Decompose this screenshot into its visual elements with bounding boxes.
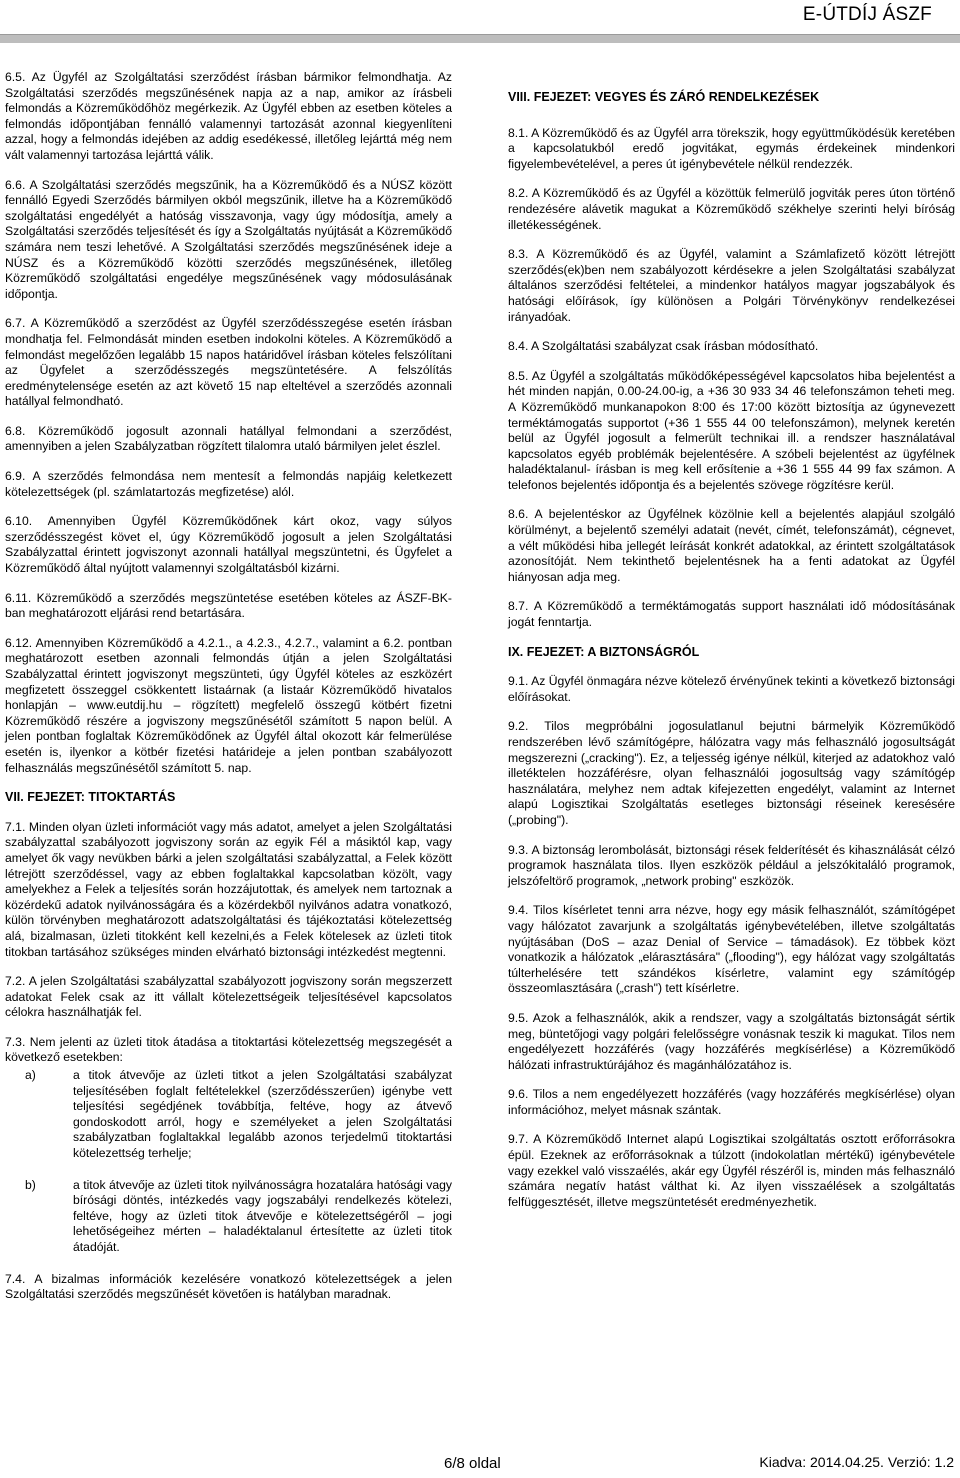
paragraph-6-5: 6.5. Az Ügyfél az Szolgáltatási szerződést írásban bármikor felmondhatja. Az Szolgáltatási szerződés megszűnésének napja az a nap, amikor az írásbeli felmondás a Közreműködőhöz megérkezik. Az Ügyfél ebben az esetben köteles a felmondás időpontjában fennálló valamennyi tartozását azonnal kiegyenlíteni azzal, hogy a felmondás idejében az addig esedékessé, illetőleg lejárttá még nem vált valamennyi tartozása lejárttá válik.: [5, 70, 452, 162]
paragraph-7-4: 7.4. A bizalmas információk kezelésére vonatkozó kötelezettségek a jelen Szolgáltatási szerződés megszűnését követően is hatályban maradnak.: [5, 1271, 452, 1302]
list-marker: b): [25, 1177, 36, 1192]
paragraph-7-1: 7.1. Minden olyan üzleti információt vagy más adatot, amelyet a jelen Szolgáltatási szabályzattal szabályozott jogviszony során az egyik Fél a másiktól kap, vagy amelyet ők vagy nevükben bárki a jelen szolgáltatási szabályzattal, a Felek között létrejött szerződéssel, vagy az ebben foglaltakkal kapcsolatban közölt, vagy amelyekhez a Felek a teljesítés során hozzájutottak, és amelyek nem tartoznak a közérdekű adatok nyilvánosságára és a közérdekből nyilvános adatra vonatkozó, külön törvényben meghatározott adatszolgáltatási és tájékoztatási kötelezettség alá, bizalmasan, üzleti titokként kell kezelni,és a Felek kötelesek az üzleti titok titokban tartásához szükséges minden elvárható biztonsági intézkedést megtenni.: [5, 819, 452, 959]
paragraph-9-4: 9.4. Tilos kísérletet tenni arra nézve, hogy egy másik felhasználót, számítógépet vagy hálózatot zavarjunk a szolgáltatás igénybevételében, illetve szolgáltatás nyújtásában (DoS – azaz Denial of Service – támadások). Ez többek közt vonatkozik a hálózatok „elárasztására" („flooding"), egy hálózat vagy szolgáltatás túlterhelésére tett szándékos kísérletre, valamint egy számítógép összeomlasztására („crash") tett kísérletre.: [508, 903, 955, 996]
paragraph-8-2: 8.2. A Közreműködő és az Ügyfél a közöttük felmerülő jogviták peres úton történő rendezésére alávetik magukat a Közreműködő székhelye szerinti helyi bíróság illetékességének.: [508, 186, 955, 232]
paragraph-9-7: 9.7. A Közreműködő Internet alapú Logisztikai szolgáltatás osztott erőforrásokra épül. Ezeknek az erőforrásoknak a túlzott (indokolatlan mértékű) igénybevétele vagy ezekkel való visszaélés, akár egy Ügyfél részéről is, minden más felhasználó számára negatív hatást válthat ki. Az ilyen visszaélések a szolgáltatás felfüggesztését, illetve megszüntetését eredményezhetik.: [508, 1132, 955, 1209]
paragraph-8-5: 8.5. Az Ügyfél a szolgáltatás működőképességével kapcsolatos hiba bejelentést a hét minden napján, 0.00-24.00-ig, a +36 30 933 34 46 telefonszámon teheti meg. A Közreműködő munkanapokon 8:00 és 17:00 között biztosítja az úgynevezett terméktámogatás supportot (+36 1 555 44 00 telefonszámon), melynek keretén belül az Ügyfél jogosult a felmerült technikai ill. a rendszer használatával kapcsolatos egyéb problémák bejelentésére. A szóbeli bejelentést az ügyfélnek haladéktalanul- írásban is meg kell erősítenie a +36 1 555 44 99 fax számon. A telefonos bejelentés időpontja és a bejelentés szövege rögzítésre kerül.: [508, 368, 955, 492]
chapter-heading-viii: VIII. FEJEZET: VEGYES ÉS ZÁRÓ RENDELKEZÉSEK: [508, 90, 820, 104]
paragraph-8-4: 8.4. A Szolgáltatási szabályzat csak írásban módosítható.: [508, 339, 819, 354]
header-divider: [0, 34, 960, 43]
paragraph-9-1: 9.1. Az Ügyfél önmagára nézve kötelező érvényűnek tekinti a következő biztonsági előírásokat.: [508, 674, 955, 704]
paragraph-6-11: 6.11. Közreműködő a szerződés megszüntetése esetében köteles az ÁSZF-BK-ban meghatározott eljárási rend betartására.: [5, 590, 452, 621]
list-item-text: a titok átvevője az üzleti titok nyilvánosságra hozatalára hatósági vagy bírósági döntés, intézkedés vagy jogszabályi rendelkezés kötelezi, feltéve, hogy az üzleti titok átvevője e kötelezettségéről – jogi lehetőségeihez mérten – haladéktalanul értesítette az üzleti titok átadóját.: [73, 1177, 452, 1254]
paragraph-6-9: 6.9. A szerződés felmondása nem mentesít a felmondás napjáig keletkezett kötelezettségek (pl. számlatartozás megfizetése) alól.: [5, 469, 452, 499]
paragraph-6-7: 6.7. A Közreműködő a szerződést az Ügyfél szerződésszegése esetén írásban mondhatja fel. Felmondását minden esetben indokolni köteles. A Közreműködő a felmondást megelőzően legalább 15 napos határidővel írásban köteles felszólítani az Ügyfelet a szerződésszegés megszüntetésére. A felszólítás eredménytelensége esetén az azt követő 15 nap elteltével a szerződés azonnali hatállyal felmondható.: [5, 316, 452, 409]
chapter-heading-ix: IX. FEJEZET: A BIZTONSÁGRÓL: [508, 644, 700, 659]
edition-info: Kiadva: 2014.04.25. Verzió: 1.2: [759, 1454, 954, 1470]
chapter-heading-vii: VII. FEJEZET: TITOKTARTÁS: [5, 790, 176, 805]
paragraph-7-2: 7.2. A jelen Szolgáltatási szabályzattal szabályozott jogviszony során megszerzett adatokat Felek csak az itt vállalt kötelezettségeik teljesítésével kapcsolatos célokra használhatják fel.: [5, 974, 452, 1020]
paragraph-6-8: 6.8. Közreműködő jogosult azonnali hatállyal felmondani a szerződést, amennyiben a jelen Szabályzatban rögzített tilalomra utaló bármilyen jelet észlel.: [5, 423, 452, 454]
paragraph-9-2: 9.2. Tilos megpróbálni jogosulatlanul bejutni bármelyik Közreműködő rendszerében lévő számítógépre, hálózatra vagy más felhasználó jogosultságát megszerezni („cracking"). Ez, a teljesség igénye nélkül, kiterjed az adatokhoz való illetéktelen hozzáférésre, olyan felhasználói jogosultság vagy számítógép használatára, melyhez nem adtak kifejezetten engedélyt, valamint az Internet alapú Logisztikai Szolgáltatás esetleges biztonsági réseinek keresésére („probing").: [508, 719, 955, 827]
header-brand: E-ÚTDÍJ ÁSZF: [802, 4, 932, 25]
paragraph-9-5: 9.5. Azok a felhasználók, akik a rendszer, vagy a szolgáltatás biztonságát sértik meg, büntetőjogi vagy polgári felelősségre vonásnak teszik ki magukat. Tilos nem engedélyezett hozzáférés (vagy hozzáférés megkísérlése) a Közreműködő hálózati infrastruktúrájához és magánhálózatához is.: [508, 1010, 955, 1072]
paragraph-9-3: 9.3. A biztonság lerombolását, biztonsági rések felderítését és kihasználását célzó programok használata tilos. Ilyen eszközök például a jelszókitaláló programok, jelszófeltörő programok, „network probing" eszközök.: [508, 842, 955, 888]
page-number: 6/8 oldal: [444, 1455, 501, 1472]
left-column: [5, 70, 452, 1317]
paragraph-6-6: 6.6. A Szolgáltatási szerződés megszűnik, ha a Közreműködő és a NÚSZ között fennálló Egyedi Szerződés bármilyen okból megszűnik, illetve ha a Közreműködő szolgáltatási engedélyét a hatóság visszavonja, vagy úgy módosítja, amely a Szolgáltatási szerződés teljesítését és így a Szolgáltatás nyújtását a Közreműködő számára nem teszi lehetővé. A Szolgáltatási szerződés megszűnésének ideje a NÚSZ és a Közreműködő közötti szerződés megszűnésének, illetőleg Közreműködő szolgáltatási engedélye megszűnésének vagy módosulásának időpontja.: [5, 177, 452, 301]
paragraph-8-3: 8.3. A Közreműködő és az Ügyfél, valamint a Számlafizető között létrejött szerződés(ek)ben nem szabályozott kérdésekre a jelen Szolgáltatási szabályzat általános szerződési feltételei, a mindenkor hatályos magyar jogszabályok és hatósági előírások, így különösen a Polgári Törvénykönyv rendelkezései irányadóak.: [508, 247, 955, 324]
list-item: [25, 1068, 452, 1162]
paragraph-7-3: 7.3. Nem jelenti az üzleti titok átadása a titoktartási kötelezettség megszegését a következő esetekben:: [5, 1034, 452, 1065]
paragraph-9-6: 9.6. Tilos a nem engedélyezett hozzáférés (vagy hozzáférés megkísérlése) olyan információhoz, melyet másnak szántak.: [508, 1087, 955, 1117]
paragraph-8-6: 8.6. A bejelentéskor az Ügyfélnek közölnie kell a bejelentés alapjául szolgáló körülményt, a bejelentő személyi adatait (nevét, címét, telefonszámát), cégnevet, a vélt működési hiba jellegét leírását konkrét adatokkal, az érintett szolgáltatások azonosítóját. Nem tekinthető bejelentésnek ha a fenti adatokat az Ügyfél hiányosan adja meg.: [508, 507, 955, 584]
list-item-text: a titok átvevője az üzleti titkot a jelen Szolgáltatási szabályzat teljesítésében foglalt feltételekkel (szerződésszerűen) igénybe vett teljesítési segédjének továbbítja, feltéve, hogy az átvevő gondoskodott arról, hogy e személyeket a jelen Szolgáltatási szabályzatban foglaltakkal legalább azonos terjedelmű titoktartási kötelezettség terhelje;: [73, 1068, 452, 1161]
exceptions-list: [5, 1068, 452, 1256]
list-item: [25, 1178, 452, 1256]
list-marker: a): [25, 1068, 36, 1083]
paragraph-6-10: 6.10. Amennyiben Ügyfél Közreműködőnek kárt okoz, vagy súlyos szerződésszegést követ el, úgy Közreműködő jogosult a jelen Szolgáltatási Szabályzattal érintett jogviszonyt azonnali hatállyal megszüntetni, és Ügyfelet a Közreműködő által nyújtott valamennyi szolgáltatásból kizárni.: [5, 514, 452, 576]
paragraph-6-12: 6.12. Amennyiben Közreműködő a 4.2.1., a 4.2.3., 4.2.7., valamint a 6.2. pontban meghatározott esetben azonnali felmondás útján a jelen Szolgáltatási Szabályzattal érintett jogviszonyt megszünteti, úgy Ügyfél köteles az eszközért megfizetett összeggel csökkentett listaárnak (a listaár Közreműködő hivatalos honlapján – www.eutdij.hu – rögzített) megfelelő összegű kötbért fizetni Közreműködő részére a jogviszony megszűnésétől számított 5 napon belül. A jelen pontban foglaltak Közreműködőnek az Ügyfél által okozott kár felmerülése esetén is, ilyenkor a kötbér fizetési határideje a jelen pontban szabályozott felhasználás megszűnésétől számított 5. nap.: [5, 635, 452, 775]
paragraph-8-7: 8.7. A Közreműködő a terméktámogatás support használati idő módosításának jogát fenntartja.: [508, 599, 955, 630]
right-column: [508, 70, 955, 1224]
paragraph-8-1: 8.1. A Közreműködő és az Ügyfél arra törekszik, hogy együttműködésük keretében a kapcsolatukból eredő jogvitákat, egymás érdekeinek mindenkori figyelembevételével, a peres út igénybevétele nélkül rendezzék.: [508, 125, 955, 171]
